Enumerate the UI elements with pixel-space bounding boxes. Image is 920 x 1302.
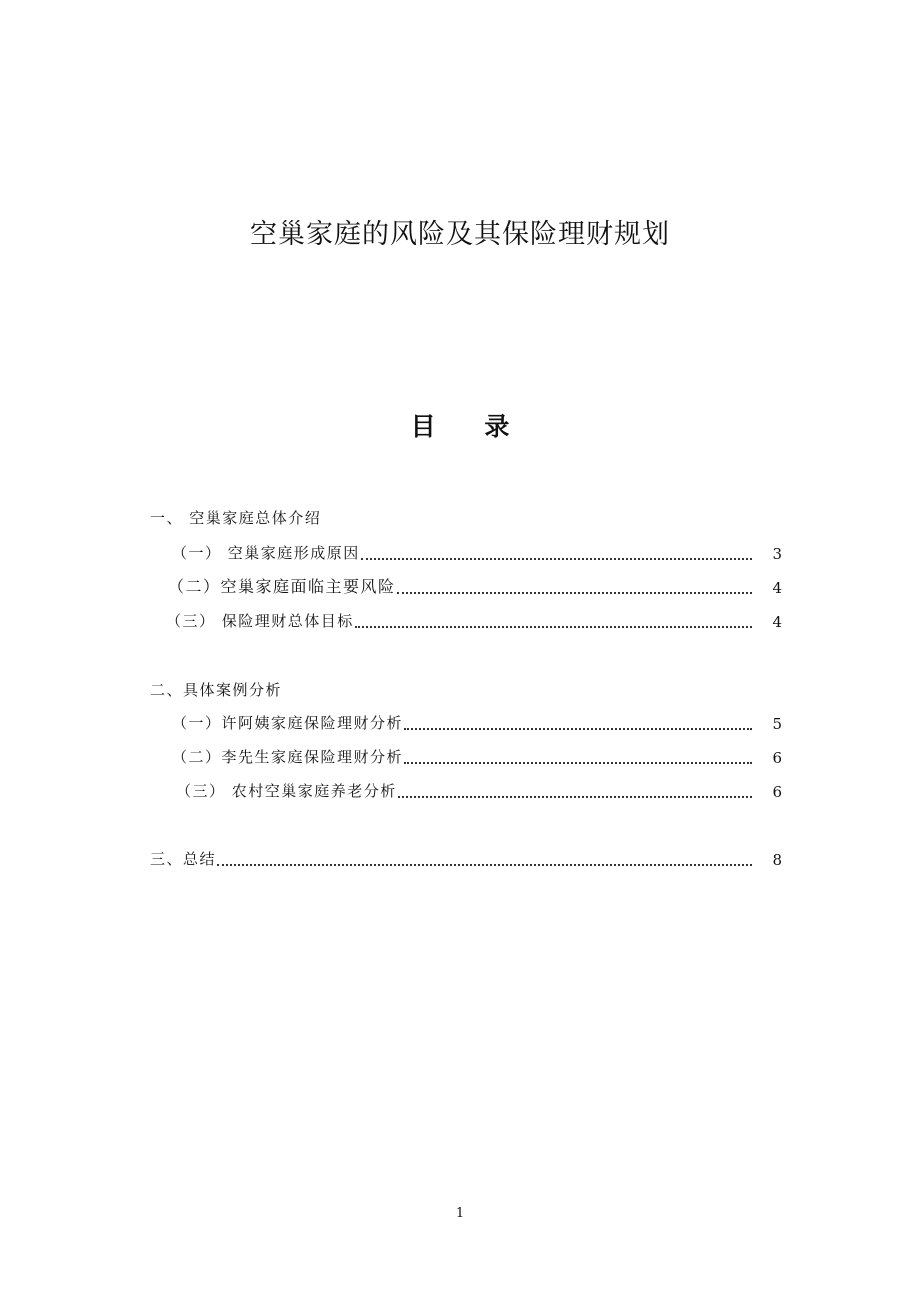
toc-entry-2-3[interactable]: [176, 777, 782, 801]
toc-leader-dots: [404, 762, 752, 764]
toc-entry-1-2[interactable]: [168, 573, 782, 597]
toc-entry-1-1[interactable]: [172, 539, 782, 563]
toc-label: （三） 农村空巢家庭养老分析: [176, 782, 397, 800]
toc-leader-dots: [404, 728, 752, 730]
toc-page-number: 6: [772, 749, 782, 767]
toc-label: （二）李先生家庭保险理财分析: [172, 748, 404, 766]
page-title: 空巢家庭的风险及其保险理财规划: [250, 219, 670, 250]
footer-page-number: 1: [455, 1206, 465, 1221]
toc-page-number: 4: [772, 613, 782, 631]
toc-page-number: 5: [772, 715, 782, 733]
toc-entry-1-3[interactable]: [166, 607, 782, 631]
toc-label: （二）空巢家庭面临主要风险: [168, 577, 396, 596]
toc-entry-2-2[interactable]: [172, 743, 782, 767]
toc-heading: 目 录: [410, 412, 530, 441]
toc-leader-dots: [398, 796, 752, 798]
toc-label: 三、总结: [150, 850, 217, 868]
toc-page-number: 6: [772, 783, 782, 801]
toc-leader-dots: [397, 592, 752, 594]
toc-leader-dots: [361, 558, 752, 560]
toc-section-3[interactable]: [150, 845, 782, 869]
toc-label: （一）许阿姨家庭保险理财分析: [172, 714, 404, 732]
toc-page-number: 8: [772, 851, 782, 869]
toc-label: 一、 空巢家庭总体介绍: [150, 509, 322, 527]
toc-page-number: 3: [772, 545, 782, 563]
toc-leader-dots: [217, 864, 752, 866]
toc-section-1[interactable]: [150, 504, 782, 528]
toc-leader-dots: [355, 626, 752, 628]
toc-entry-2-1[interactable]: [172, 709, 782, 733]
toc-page-number: 4: [772, 579, 782, 597]
toc-label: （一） 空巢家庭形成原因: [172, 544, 360, 562]
toc-label: （三） 保险理财总体目标: [166, 612, 354, 630]
toc-label: 二、具体案例分析: [150, 681, 283, 699]
toc-section-2[interactable]: [150, 676, 782, 700]
